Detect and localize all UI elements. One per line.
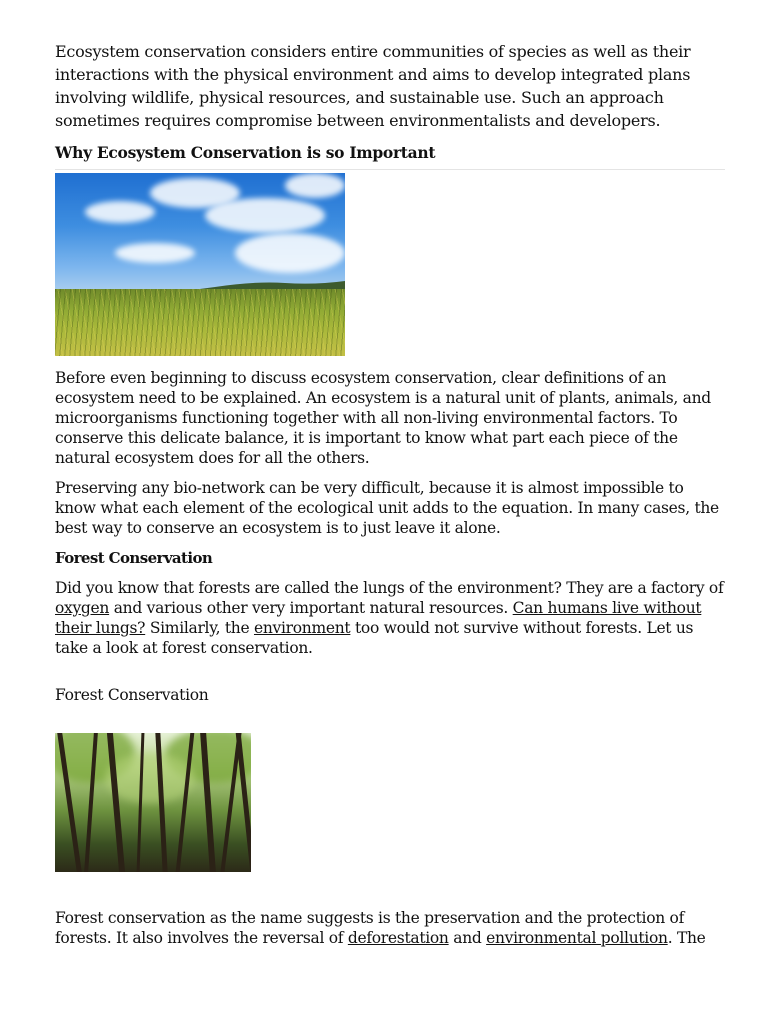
forest-heading: Forest Conservation: [55, 549, 213, 567]
deforestation-link[interactable]: deforestation: [347, 929, 449, 947]
forest-paragraph: Did you know that forests are called the lungs of the environment? They are a factory of oxygen and various other very important natural resources. Can humans live without their lungs? Similarly, the environment too would not survive without forests. Let us take a look at forest conservation.: [55, 579, 724, 657]
definitions-paragraph: Before even beginning to discuss ecosystem conservation, clear definitions of an ecosystem need to be explained. An ecosystem is a natural unit of plants, animals, and microorganisms functioning together with all non-living environmental factors. To conserve this delicate balance, it is important to know what part each piece of the natural ecosystem does for all the others.: [55, 369, 711, 467]
environmental-pollution-link[interactable]: environmental pollution: [486, 929, 668, 947]
intro-paragraph: Ecosystem conservation considers entire communities of species as well as their interactions with the physical environment and aims to develop integrated plans involving wildlife, physical resources, and sustainable use. Such an approach sometimes requires compromise between environmentalists and developers.: [55, 42, 691, 130]
forest-caption: Forest Conservation: [55, 686, 209, 704]
final-paragraph: Forest conservation as the name suggests is the preservation and the protection of forests. It also involves the reversal of deforestation and environmental pollution. The: [55, 909, 706, 947]
environment-link[interactable]: environment: [253, 619, 351, 637]
preserving-paragraph: Preserving any bio-network can be very difficult, because it is almost impossible to know what each element of the ecological unit adds to the equation. In many cases, the best way to conserve an ecosystem is to just leave it alone.: [55, 479, 719, 537]
meadow-photo: [55, 173, 345, 356]
forest-photo: [55, 733, 251, 872]
humans-lungs-link[interactable]: Can humans live without their lungs?: [55, 599, 702, 637]
document-page: [55, 40, 725, 958]
section-heading: Why Ecosystem Conservation is so Important: [55, 142, 725, 170]
oxygen-link[interactable]: oxygen: [55, 599, 110, 617]
